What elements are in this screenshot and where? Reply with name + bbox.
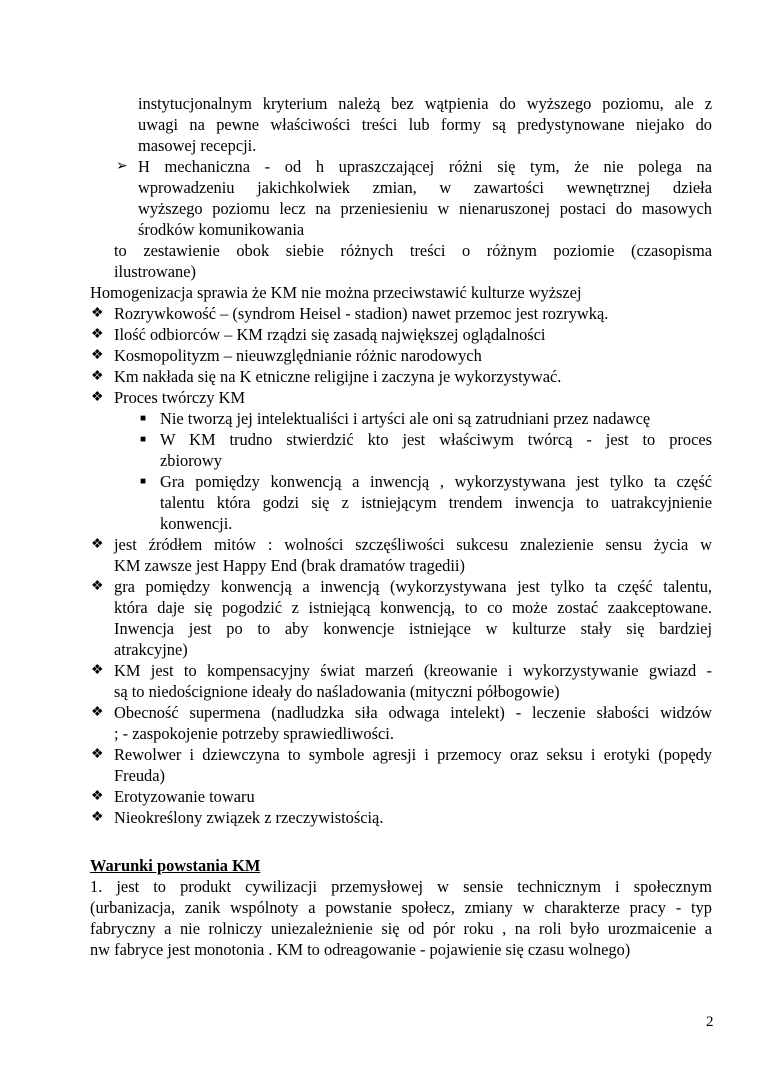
text-line: uwagi na pewne właściwości treści lub formy są predystynowane niejako do: [138, 115, 712, 134]
square-bullet-icon: ■: [140, 476, 147, 487]
text-line: Km nakłada się na K etniczne religijne i zaczyna je wykorzystywać.: [114, 367, 562, 386]
diamond-bullet-icon: ❖: [91, 810, 104, 825]
diamond-bullet-icon: ❖: [91, 348, 104, 363]
arrow-bullet-icon: ➢: [116, 159, 128, 174]
text-line: atrakcyjne): [114, 640, 188, 659]
text-line: ilustrowane): [114, 262, 196, 281]
text-line: nw fabryce jest monotonia . KM to odreagowanie - pojawienie się czasu wolnego): [90, 940, 631, 959]
text-line: Nieokreślony związek z rzeczywistością.: [114, 808, 384, 827]
diamond-bullet-icon: ❖: [91, 789, 104, 804]
diamond-bullet-icon: ❖: [91, 327, 104, 342]
text-line: są to niedoścignione ideały do naśladowania (mityczni półbogowie): [114, 682, 560, 701]
text-line: zbiorowy: [160, 451, 222, 470]
text-line: jest źródłem mitów : wolności szczęśliwości sukcesu znalezienie sensu życia w: [114, 535, 712, 554]
text-line: (urbanizacja, zanik wspólnoty a powstanie społecz, zmiany w charakterze pracy - typ: [90, 898, 712, 917]
text-line: ; - zaspokojenie potrzeby sprawiedliwości.: [114, 724, 394, 743]
diamond-bullet-icon: ❖: [91, 747, 104, 762]
square-bullet-icon: ■: [140, 413, 147, 424]
text-line: fabryczny a nie rolniczy uniezależnienie się od pór roku , na roli było urozmaicenie a: [90, 919, 712, 938]
diamond-bullet-icon: ❖: [91, 663, 104, 678]
page-number: 2: [706, 1014, 714, 1030]
text-line: Proces twórczy KM: [114, 388, 246, 407]
text-line: 1. jest to produkt cywilizacji przemysłowej w sensie technicznym i społecznym: [90, 877, 712, 896]
square-bullet-icon: ■: [140, 434, 147, 445]
section-heading: Warunki powstania KM: [90, 856, 261, 875]
text-line: Rewolwer i dziewczyna to symbole agresji i przemocy oraz seksu i erotyki (popędy: [114, 745, 712, 764]
text-line: Ilość odbiorców – KM rządzi się zasadą największej oglądalności: [114, 325, 546, 344]
text-line: to zestawienie obok siebie różnych treści o różnym poziomie (czasopisma: [114, 241, 712, 260]
text-line: Freuda): [114, 766, 165, 785]
text-line: Nie tworzą jej intelektualiści i artyści ale oni są zatrudniani przez nadawcę: [160, 409, 651, 428]
text-line: Rozrywkowość – (syndrom Heisel - stadion) nawet przemoc jest rozrywką.: [114, 304, 609, 323]
text-line: Obecność supermena (nadludzka siła odwaga intelekt) - leczenie słabości widzów: [114, 703, 712, 722]
text-line: masowej recepcji.: [138, 136, 257, 155]
diamond-bullet-icon: ❖: [91, 579, 104, 594]
text-line: Inwencja jest po to aby konwencje istniejące w kulturze stały się bardziej: [114, 619, 712, 638]
diamond-bullet-icon: ❖: [91, 705, 104, 720]
text-line: Erotyzowanie towaru: [114, 787, 255, 806]
diamond-bullet-icon: ❖: [91, 537, 104, 552]
text-line: gra pomiędzy konwencją a inwencją (wykorzystywana jest tylko ta część talentu,: [114, 577, 712, 596]
text-line: wyższego poziomu lecz na przeniesieniu w nienaruszonej postaci do masowych: [138, 199, 712, 218]
diamond-bullet-icon: ❖: [91, 390, 104, 405]
text-line: KM jest to kompensacyjny świat marzeń (kreowanie i wykorzystywanie gwiazd -: [114, 661, 712, 680]
text-line: Kosmopolityzm – nieuwzględnianie różnic narodowych: [114, 346, 482, 365]
text-line: konwencji.: [160, 514, 233, 533]
text-line: instytucjonalnym kryterium należą bez wątpienia do wyższego poziomu, ale z: [138, 94, 712, 113]
diamond-bullet-icon: ❖: [91, 369, 104, 384]
text-line: Gra pomiędzy konwencją a inwencją , wykorzystywana jest tylko ta część: [160, 472, 712, 491]
text-line: Homogenizacja sprawia że KM nie można przeciwstawić kulturze wyższej: [90, 283, 582, 302]
text-line: która daje się pogodzić z istniejącą konwencją, to co może zostać zaakceptowane.: [114, 598, 712, 617]
text-line: talentu która godzi się z istniejącym trendem inwencja to uatrakcyjnienie: [160, 493, 712, 512]
text-line: środków komunikowania: [138, 220, 305, 239]
text-line: H mechaniczna - od h upraszczającej różni się tym, że nie polega na: [138, 157, 712, 176]
text-line: wprowadzeniu jakichkolwiek zmian, w zawartości wewnętrznej dzieła: [138, 178, 712, 197]
diamond-bullet-icon: ❖: [91, 306, 104, 321]
text-line: W KM trudno stwierdzić kto jest właściwym twórcą - jest to proces: [160, 430, 712, 449]
text-line: KM zawsze jest Happy End (brak dramatów tragedii): [114, 556, 465, 575]
